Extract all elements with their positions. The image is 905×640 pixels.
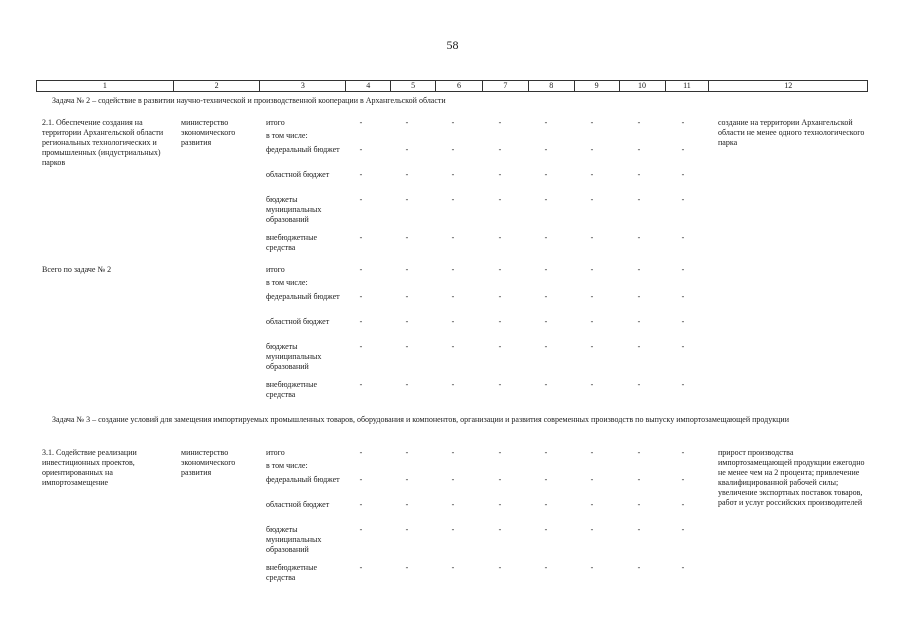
table-cell-dash: - (681, 292, 685, 301)
table-cell-dash: - (637, 195, 641, 204)
table-cell-dash: - (359, 195, 363, 204)
funding-label: областной бюджет (266, 317, 330, 326)
block-1-result: создание на территории Архангельской области не менее одного технологического парка (718, 118, 865, 147)
table-cell-dash: - (637, 170, 641, 179)
task-2-title: Задача № 2 – содействие в развитии научно-технической и производственной кооперации в Архангельской области (52, 96, 446, 105)
table-cell-dash: - (451, 342, 455, 351)
header-col-8: 8 (529, 81, 575, 91)
table-cell-dash: - (590, 380, 594, 389)
table-cell-dash: - (359, 563, 363, 572)
funding-label: бюджеты муниципальных образований (266, 525, 322, 554)
block-3-result: прирост производства импортозамещающей продукции ежегодно не менее чем на 2 процента; привлечение квалифицированной рабочей силы; увеличение экспортных поставок товаров, работ и услуг российских производителей (718, 448, 865, 507)
table-cell-dash: - (359, 233, 363, 242)
table-cell-dash: - (498, 265, 502, 274)
task-3-title: Задача № 3 – создание условий для замещения импортируемых промышленных товаров, оборудования и компонентов, организации и развития современных производств по выпуску импортозамещающей продукции (52, 415, 789, 424)
table-cell-dash: - (590, 500, 594, 509)
table-cell-dash: - (544, 170, 548, 179)
table-cell-dash: - (451, 525, 455, 534)
table-cell-dash: - (681, 380, 685, 389)
table-cell-dash: - (359, 170, 363, 179)
table-cell-dash: - (451, 500, 455, 509)
table-cell-dash: - (451, 118, 455, 127)
header-col-11: 11 (666, 81, 710, 91)
table-cell-dash: - (359, 265, 363, 274)
table-cell-dash: - (544, 525, 548, 534)
table-cell-dash: - (681, 265, 685, 274)
table-cell-dash: - (405, 265, 409, 274)
table-cell-dash: - (544, 563, 548, 572)
table-cell-dash: - (451, 292, 455, 301)
table-cell-dash: - (498, 233, 502, 242)
table-cell-dash: - (451, 475, 455, 484)
funding-label: федеральный бюджет (266, 145, 340, 154)
funding-label: в том числе: (266, 461, 308, 470)
table-cell-dash: - (498, 380, 502, 389)
table-cell-dash: - (681, 525, 685, 534)
table-cell-dash: - (544, 448, 548, 457)
page-number: 58 (446, 38, 459, 52)
table-cell-dash: - (681, 170, 685, 179)
table-cell-dash: - (451, 317, 455, 326)
header-col-6: 6 (436, 81, 483, 91)
funding-label: в том числе: (266, 131, 308, 140)
table-cell-dash: - (405, 317, 409, 326)
table-cell-dash: - (544, 145, 548, 154)
table-cell-dash: - (451, 170, 455, 179)
table-cell-dash: - (637, 145, 641, 154)
table-cell-dash: - (544, 500, 548, 509)
table-cell-dash: - (637, 525, 641, 534)
table-cell-dash: - (590, 292, 594, 301)
table-cell-dash: - (681, 475, 685, 484)
table-cell-dash: - (405, 475, 409, 484)
table-cell-dash: - (359, 145, 363, 154)
table-cell-dash: - (590, 342, 594, 351)
table-cell-dash: - (498, 170, 502, 179)
table-cell-dash: - (681, 500, 685, 509)
funding-label: областной бюджет (266, 170, 330, 179)
header-col-9: 9 (575, 81, 620, 91)
table-cell-dash: - (405, 118, 409, 127)
table-cell-dash: - (590, 317, 594, 326)
table-cell-dash: - (544, 265, 548, 274)
table-cell-dash: - (498, 475, 502, 484)
header-col-4: 4 (346, 81, 391, 91)
table-cell-dash: - (637, 265, 641, 274)
table-cell-dash: - (498, 118, 502, 127)
table-cell-dash: - (590, 170, 594, 179)
table-cell-dash: - (637, 380, 641, 389)
funding-label: бюджеты муниципальных образований (266, 195, 322, 224)
table-cell-dash: - (681, 448, 685, 457)
table-cell-dash: - (637, 118, 641, 127)
table-cell-dash: - (637, 317, 641, 326)
table-cell-dash: - (451, 265, 455, 274)
table-cell-dash: - (637, 233, 641, 242)
funding-label: федеральный бюджет (266, 475, 340, 484)
table-cell-dash: - (359, 525, 363, 534)
table-cell-dash: - (498, 342, 502, 351)
header-col-12: 12 (784, 81, 793, 90)
table-cell-dash: - (544, 317, 548, 326)
header-col-2: 2 (174, 81, 261, 91)
header-col-10: 10 (620, 81, 666, 91)
block-3-executor: министерство экономического развития (181, 448, 236, 477)
table-cell-dash: - (405, 500, 409, 509)
table-cell-dash: - (681, 145, 685, 154)
table-cell-dash: - (359, 500, 363, 509)
table-header-row (36, 80, 868, 92)
funding-label: итого (266, 448, 285, 457)
table-cell-dash: - (405, 380, 409, 389)
table-cell-dash: - (359, 448, 363, 457)
table-cell-dash: - (637, 448, 641, 457)
table-cell-dash: - (637, 292, 641, 301)
block-1-name: 2.1. Обеспечение создания на территории Архангельской области региональных технологических и промышленных (индустриальных) парков (42, 118, 164, 167)
table-cell-dash: - (590, 525, 594, 534)
table-cell-dash: - (590, 233, 594, 242)
table-cell-dash: - (637, 342, 641, 351)
funding-label: внебюджетные средства (266, 563, 317, 582)
table-cell-dash: - (544, 292, 548, 301)
table-cell-dash: - (544, 380, 548, 389)
table-cell-dash: - (681, 317, 685, 326)
table-cell-dash: - (451, 195, 455, 204)
table-cell-dash: - (498, 563, 502, 572)
table-cell-dash: - (637, 563, 641, 572)
table-cell-dash: - (405, 563, 409, 572)
table-cell-dash: - (498, 525, 502, 534)
table-cell-dash: - (590, 265, 594, 274)
header-col-5: 5 (391, 81, 436, 91)
table-cell-dash: - (590, 145, 594, 154)
table-cell-dash: - (405, 342, 409, 351)
table-cell-dash: - (544, 342, 548, 351)
table-cell-dash: - (498, 448, 502, 457)
table-cell-dash: - (359, 342, 363, 351)
table-cell-dash: - (590, 448, 594, 457)
table-cell-dash: - (637, 475, 641, 484)
table-cell-dash: - (590, 195, 594, 204)
header-col-7: 7 (483, 81, 529, 91)
table-cell-dash: - (405, 195, 409, 204)
table-cell-dash: - (590, 118, 594, 127)
table-cell-dash: - (590, 563, 594, 572)
funding-label: внебюджетные средства (266, 380, 317, 399)
table-cell-dash: - (498, 145, 502, 154)
table-cell-dash: - (359, 380, 363, 389)
funding-label: итого (266, 265, 285, 274)
header-col-3: 3 (260, 81, 346, 91)
table-cell-dash: - (681, 233, 685, 242)
table-cell-dash: - (590, 475, 594, 484)
table-cell-dash: - (405, 292, 409, 301)
table-cell-dash: - (498, 292, 502, 301)
table-cell-dash: - (359, 118, 363, 127)
table-cell-dash: - (637, 500, 641, 509)
table-cell-dash: - (544, 233, 548, 242)
table-cell-dash: - (405, 233, 409, 242)
table-cell-dash: - (405, 145, 409, 154)
block-3-name: 3.1. Содействие реализации инвестиционных проектов, ориентированных на импортозамещение (42, 448, 137, 487)
table-cell-dash: - (451, 233, 455, 242)
table-cell-dash: - (681, 195, 685, 204)
table-cell-dash: - (681, 118, 685, 127)
table-cell-dash: - (405, 170, 409, 179)
table-cell-dash: - (405, 448, 409, 457)
table-cell-dash: - (451, 563, 455, 572)
table-cell-dash: - (498, 195, 502, 204)
header-col-1: 1 (37, 81, 174, 91)
table-cell-dash: - (544, 475, 548, 484)
funding-label: областной бюджет (266, 500, 330, 509)
funding-label: внебюджетные средства (266, 233, 317, 252)
table-cell-dash: - (451, 145, 455, 154)
funding-label: итого (266, 118, 285, 127)
table-cell-dash: - (359, 292, 363, 301)
funding-label: в том числе: (266, 278, 308, 287)
table-cell-dash: - (359, 317, 363, 326)
table-cell-dash: - (405, 525, 409, 534)
table-cell-dash: - (681, 342, 685, 351)
table-cell-dash: - (359, 475, 363, 484)
table-cell-dash: - (498, 500, 502, 509)
table-cell-dash: - (544, 195, 548, 204)
table-cell-dash: - (681, 563, 685, 572)
funding-label: бюджеты муниципальных образований (266, 342, 322, 371)
table-cell-dash: - (451, 380, 455, 389)
table-cell-dash: - (451, 448, 455, 457)
table-cell-dash: - (544, 118, 548, 127)
block-1-executor: министерство экономического развития (181, 118, 236, 147)
table-cell-dash: - (498, 317, 502, 326)
funding-label: федеральный бюджет (266, 292, 340, 301)
block-2-name: Всего по задаче № 2 (42, 265, 112, 274)
